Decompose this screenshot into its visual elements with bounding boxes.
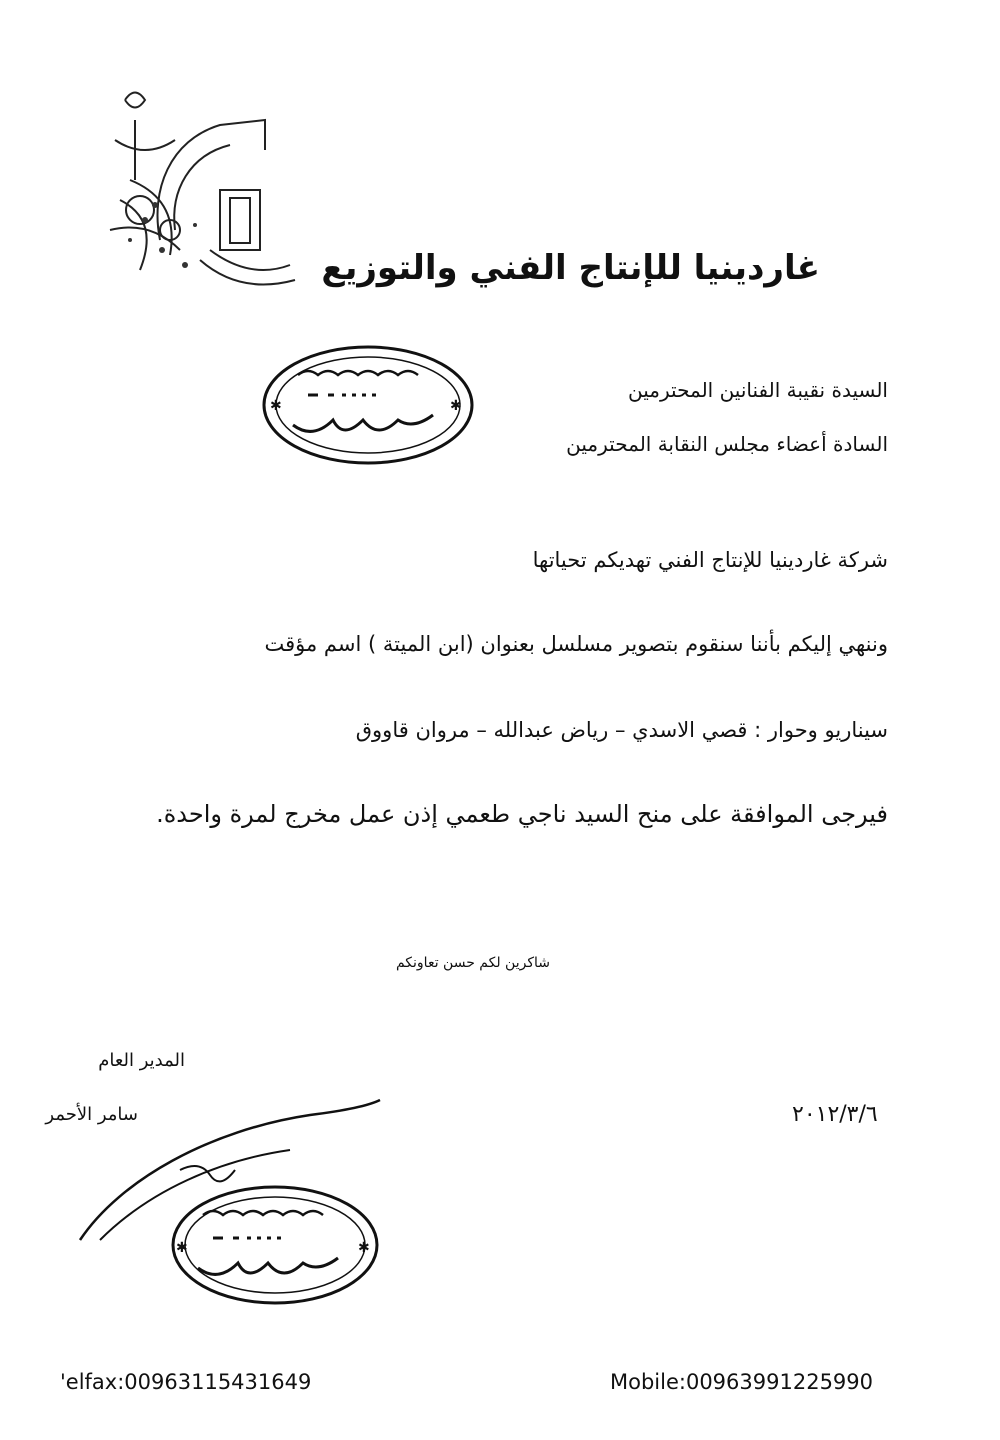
svg-text:✱: ✱ <box>358 1240 370 1256</box>
request-line: فيرجى الموافقة على منح السيد ناجي طعمي إذن عمل مخرج لمرة واحدة. <box>156 800 888 828</box>
signatory-title: المدير العام <box>98 1050 185 1071</box>
letter-date: ٢٠١٢/٣/٦ <box>792 1102 878 1127</box>
mobile-number: Mobile:00963991225990 <box>610 1370 874 1394</box>
notice-line: وننهي إليكم بأننا سنقوم بتصوير مسلسل بعنوان (ابن الميتة ) اسم مؤقت <box>264 632 888 656</box>
thanks-line: شاكرين لكم حسن تعاونكم <box>395 955 550 971</box>
telfax-number: 'elfax:00963115431649 <box>60 1370 312 1394</box>
signatory-name: سامر الأحمر <box>45 1104 138 1125</box>
recipient-line-2: السادة أعضاء مجلس النقابة المحترمين <box>566 432 888 456</box>
company-stamp-icon <box>258 340 478 470</box>
company-stamp-bottom-icon <box>168 1180 383 1310</box>
company-name: غاردينيا للإنتاج الفني والتوزيع <box>321 248 820 288</box>
svg-text:✱: ✱ <box>176 1240 188 1256</box>
svg-text:✱: ✱ <box>270 398 282 414</box>
svg-text:✱: ✱ <box>450 398 462 414</box>
recipient-line-1: السيدة نقيبة الفنانين المحترمين <box>628 378 888 402</box>
greeting-line: شركة غاردينيا للإنتاج الفني تهديكم تحياتها <box>532 548 888 572</box>
gardenia-logo-icon <box>100 80 310 300</box>
writers-line: سيناريو وحوار : قصي الاسدي – رياض عبدالله – مروان قاووق <box>355 718 888 742</box>
